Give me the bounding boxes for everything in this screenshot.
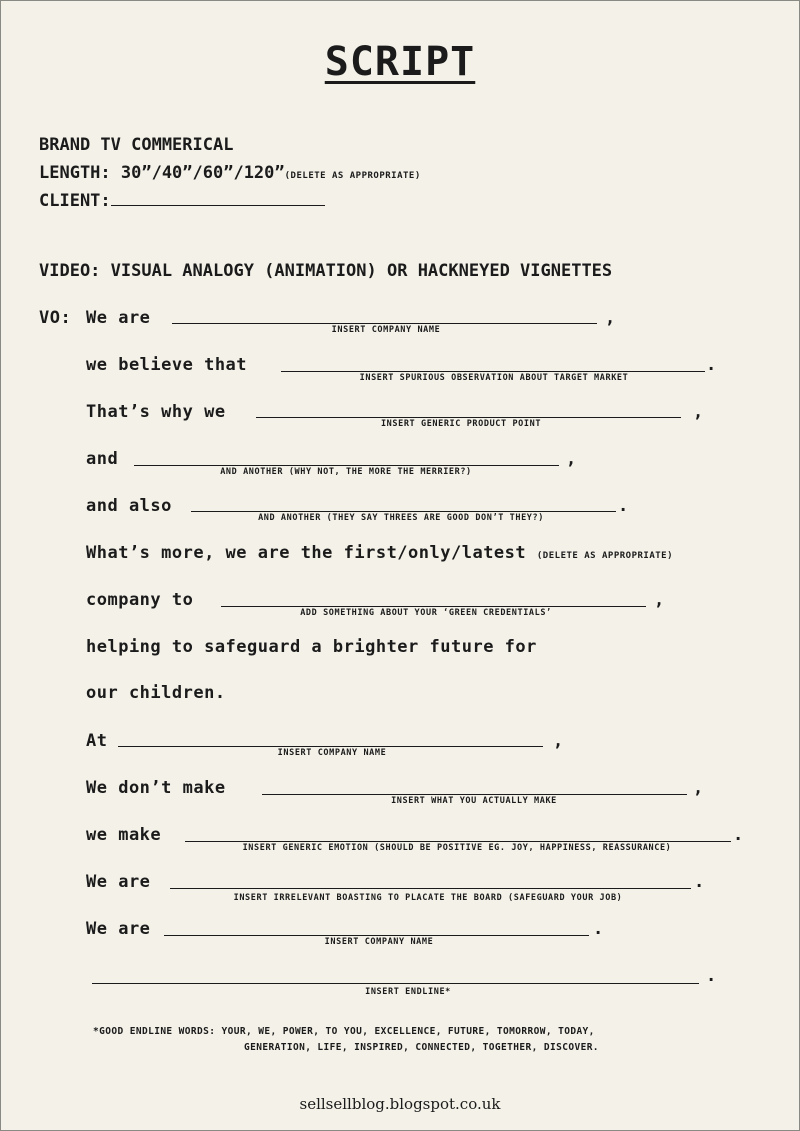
- script-text: That’s why we: [86, 402, 226, 422]
- fill-in-blank[interactable]: [281, 371, 705, 372]
- line-end-punct: .: [733, 825, 744, 845]
- blank-caption: AND ANOTHER (THEY SAY THREES ARE GOOD DON’T THEY?): [258, 513, 544, 523]
- line-end-punct: .: [706, 355, 717, 375]
- script-text: we make: [86, 825, 162, 845]
- fill-in-blank[interactable]: [221, 606, 646, 607]
- script-text: and: [86, 449, 119, 469]
- line-end-punct: ,: [605, 308, 616, 328]
- brand-line: BRAND TV COMMERICAL: [39, 135, 234, 155]
- script-text: [86, 543, 673, 563]
- client-label: CLIENT:: [39, 191, 111, 211]
- line-end-punct: ,: [693, 778, 704, 798]
- blank-caption: INSERT IRRELEVANT BOASTING TO PLACATE THE BOARD (SAFEGUARD YOUR JOB): [233, 893, 623, 903]
- fill-in-blank[interactable]: [172, 323, 597, 324]
- page-title: SCRIPT: [324, 39, 476, 85]
- script-text: At: [86, 731, 108, 751]
- source-url: sellsellblog.blogspot.co.uk: [299, 1095, 501, 1113]
- line-end-punct: ,: [553, 731, 564, 751]
- script-text: company to: [86, 590, 194, 610]
- client-line: [39, 191, 325, 211]
- fill-in-blank[interactable]: [185, 841, 731, 842]
- footnote-line-2: GENERATION, LIFE, INSPIRED, CONNECTED, TOGETHER, DISCOVER.: [244, 1042, 599, 1053]
- fill-in-blank[interactable]: [164, 935, 589, 936]
- video-line: VIDEO: VISUAL ANALOGY (ANIMATION) OR HACKNEYED VIGNETTES: [39, 261, 613, 281]
- length-note: (DELETE AS APPROPRIATE): [284, 171, 421, 181]
- vo-label: VO:: [39, 308, 72, 328]
- blank-caption: INSERT GENERIC PRODUCT POINT: [380, 419, 542, 429]
- blank-caption: INSERT ENDLINE*: [365, 987, 451, 997]
- fill-in-blank-endline[interactable]: [92, 983, 699, 984]
- script-text: We are: [86, 872, 151, 892]
- fill-in-blank[interactable]: [262, 794, 687, 795]
- fill-in-blank[interactable]: [256, 417, 681, 418]
- blank-caption: INSERT SPURIOUS OBSERVATION ABOUT TARGET MARKET: [359, 373, 629, 383]
- client-blank[interactable]: [111, 191, 325, 206]
- script-text-main: What’s more, we are the first/only/latest: [86, 543, 527, 563]
- line-end-punct: .: [593, 919, 604, 939]
- blank-caption: INSERT WHAT YOU ACTUALLY MAKE: [391, 796, 557, 806]
- script-text: helping to safeguard a brighter future for: [86, 637, 537, 657]
- length-label: LENGTH: 30”/40”/60”/120”: [39, 163, 285, 183]
- line-end-punct: ,: [654, 590, 665, 610]
- blank-caption: INSERT COMPANY NAME: [277, 748, 387, 758]
- script-text: We don’t make: [86, 778, 226, 798]
- script-text: We are: [86, 308, 151, 328]
- line-end-punct: .: [618, 496, 629, 516]
- line-end-punct: .: [706, 966, 717, 986]
- fill-in-blank[interactable]: [191, 511, 616, 512]
- length-line: [39, 163, 421, 183]
- blank-caption: INSERT COMPANY NAME: [324, 937, 434, 947]
- line-end-punct: ,: [566, 449, 577, 469]
- footnote-line-1: *GOOD ENDLINE WORDS: YOUR, WE, POWER, TO YOU, EXCELLENCE, FUTURE, TOMORROW, TODAY,: [93, 1026, 595, 1037]
- fill-in-blank[interactable]: [118, 746, 543, 747]
- script-text: We are: [86, 919, 151, 939]
- blank-caption: INSERT COMPANY NAME: [331, 325, 441, 335]
- blank-caption: INSERT GENERIC EMOTION (SHOULD BE POSITIVE EG. JOY, HAPPINESS, REASSURANCE): [242, 843, 672, 853]
- script-text: and also: [86, 496, 172, 516]
- fill-in-blank[interactable]: [134, 465, 559, 466]
- delete-note: (DELETE AS APPROPRIATE): [536, 551, 674, 561]
- line-end-punct: ,: [693, 402, 704, 422]
- fill-in-blank[interactable]: [170, 888, 691, 889]
- blank-caption: ADD SOMETHING ABOUT YOUR ‘GREEN CREDENTIALS’: [300, 608, 552, 618]
- script-text: our children.: [86, 683, 226, 703]
- blank-caption: AND ANOTHER (WHY NOT, THE MORE THE MERRIER?): [220, 467, 472, 477]
- script-text: we believe that: [86, 355, 248, 375]
- line-end-punct: .: [694, 872, 705, 892]
